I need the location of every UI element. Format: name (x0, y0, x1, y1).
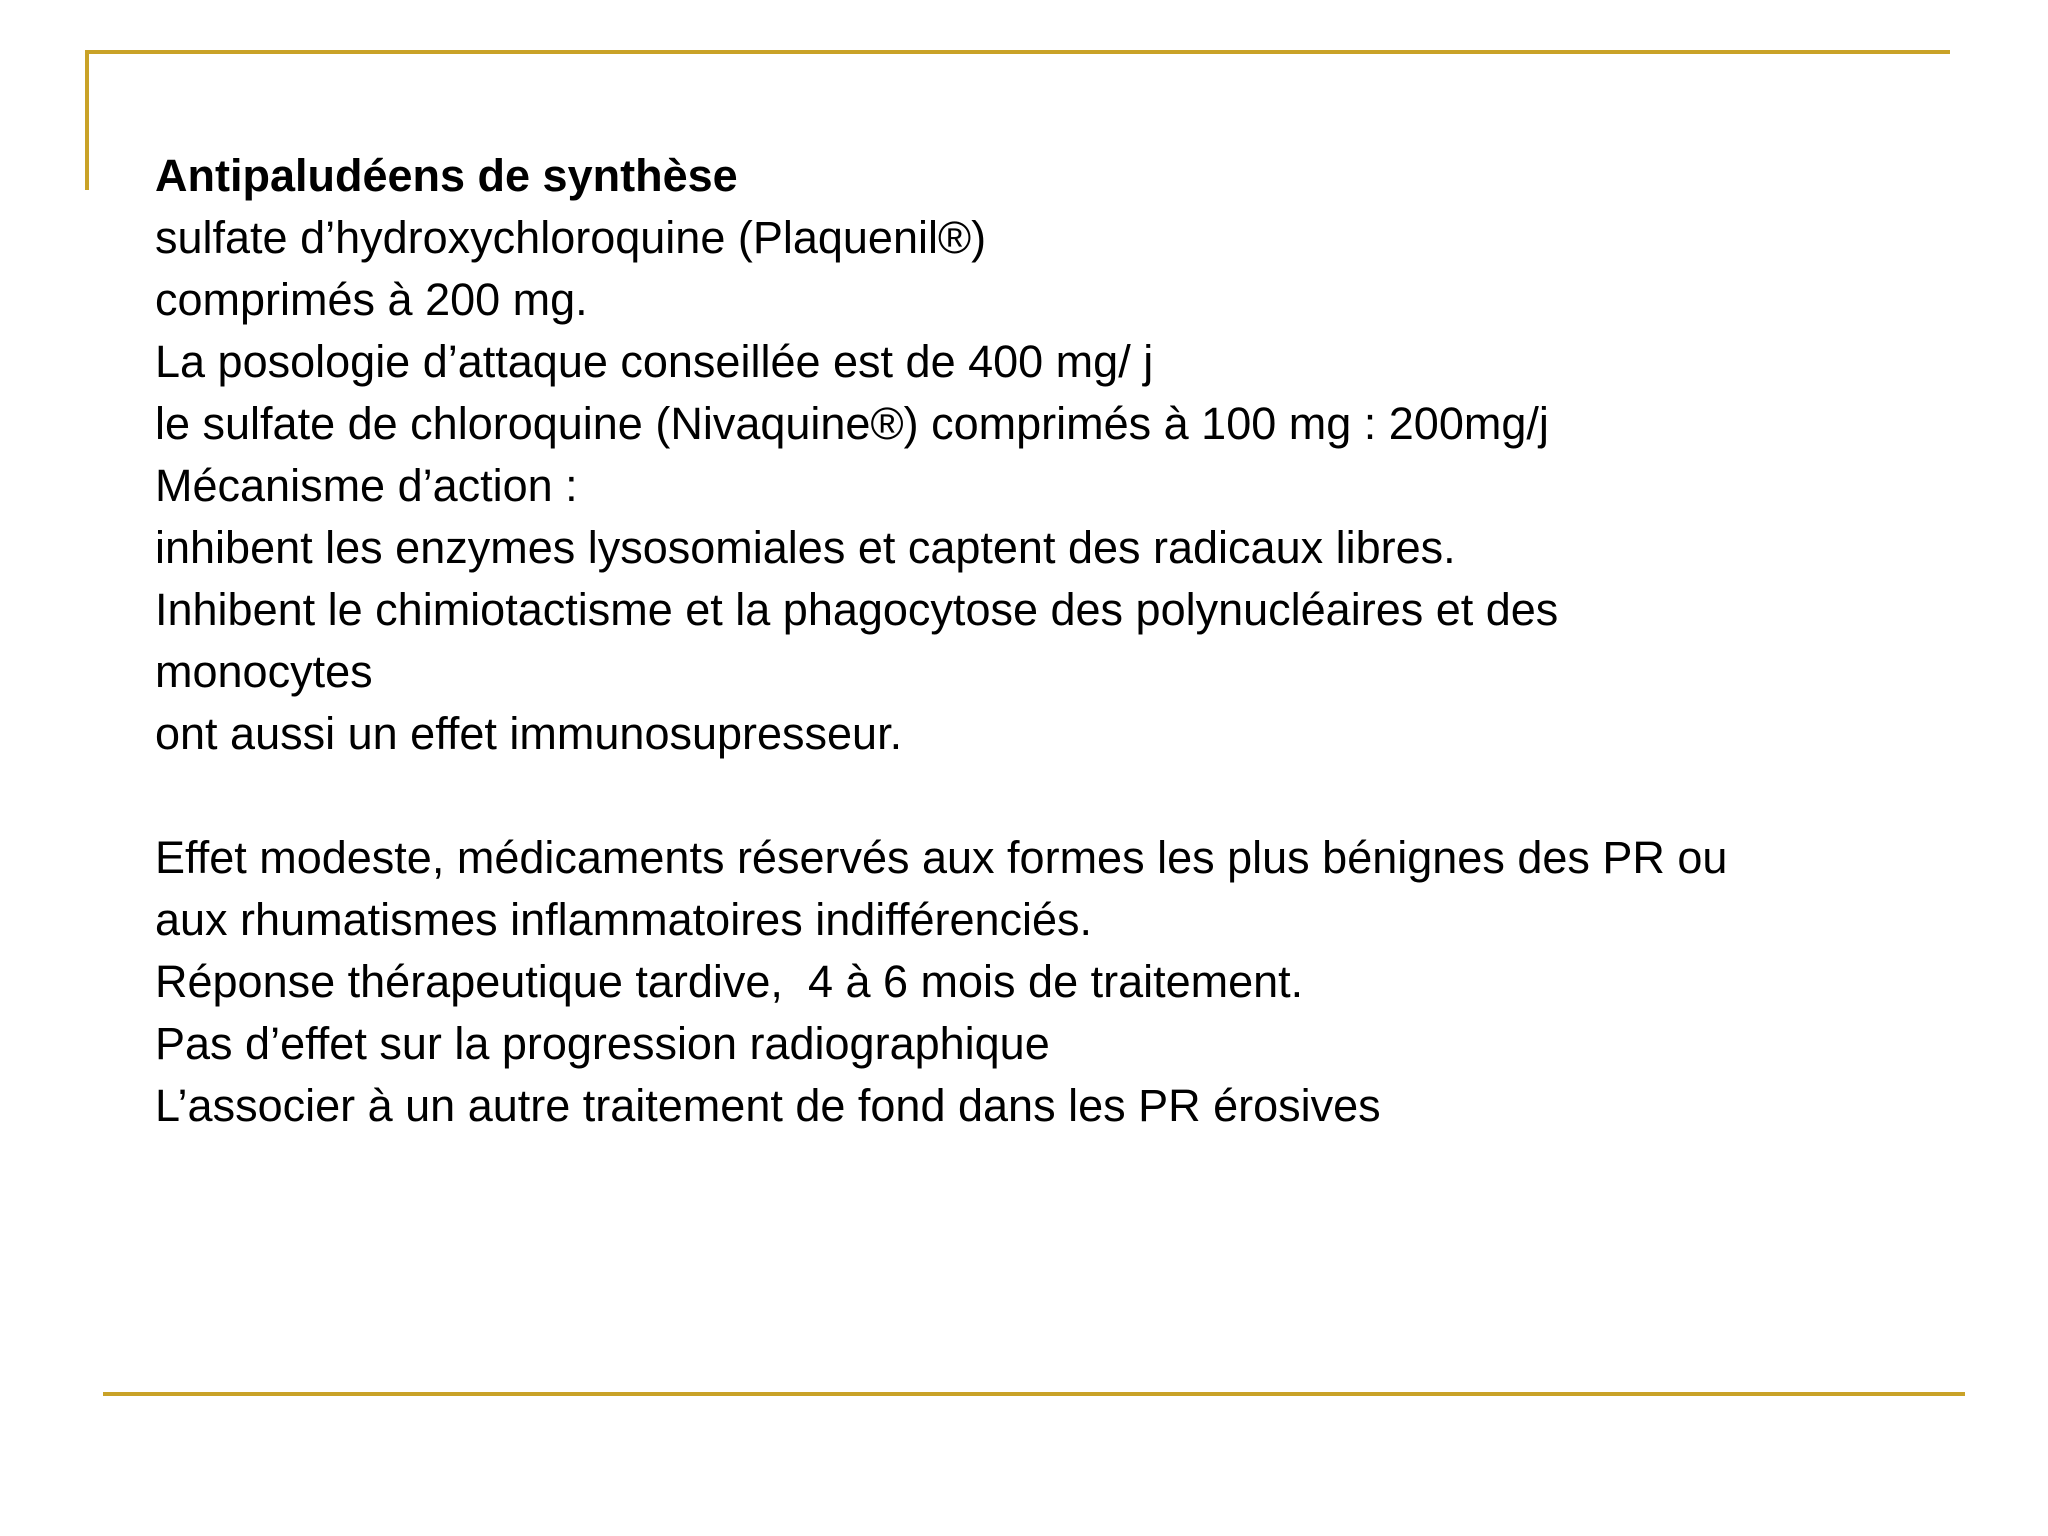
body-line: ont aussi un effet immunosupresseur. (155, 708, 903, 759)
body-line: Effet modeste, médicaments réservés aux formes les plus bénignes des PR ou (155, 832, 1728, 883)
body-line: Inhibent le chimiotactisme et la phagocytose des polynucléaires et des (155, 584, 1559, 635)
body-line: L’associer à un autre traitement de fond dans les PR érosives (155, 1080, 1381, 1131)
body-line: Mécanisme d’action : (155, 460, 578, 511)
slide-title: Antipaludéens de synthèse (155, 150, 738, 201)
slide-body (155, 145, 1965, 1137)
body-line: monocytes (155, 646, 373, 697)
body-line: inhibent les enzymes lysosomiales et captent des radicaux libres. (155, 522, 1456, 573)
body-line: Réponse thérapeutique tardive, 4 à 6 mois de traitement. (155, 956, 1304, 1007)
body-line: sulfate d’hydroxychloroquine (Plaquenil®) (155, 212, 987, 263)
body-line: aux rhumatismes inflammatoires indifférenciés. (155, 894, 1093, 945)
frame-left-rule (85, 50, 89, 190)
body-line: le sulfate de chloroquine (Nivaquine®) comprimés à 100 mg : 200mg/j (155, 398, 1549, 449)
paragraph-spacer (155, 765, 1965, 827)
frame-bottom-rule (103, 1392, 1965, 1396)
body-line: Pas d’effet sur la progression radiographique (155, 1018, 1050, 1069)
body-line: La posologie d’attaque conseillée est de 400 mg/ j (155, 336, 1154, 387)
body-line: comprimés à 200 mg. (155, 274, 588, 325)
frame-top-rule (85, 50, 1950, 54)
